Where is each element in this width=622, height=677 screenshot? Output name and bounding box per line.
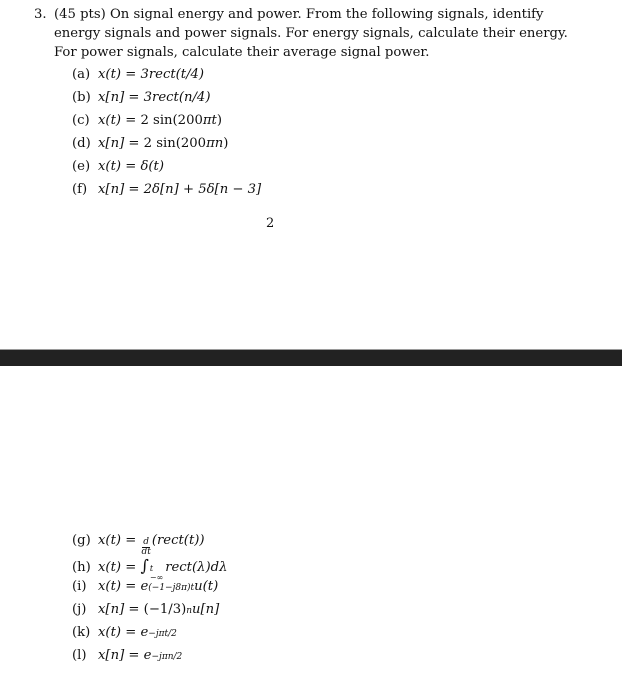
part-l: (l) x[n] = e −jπn/2 — [72, 648, 183, 663]
derivative-fraction: $\frac{d}{dt}$ — [141, 537, 151, 557]
integral-sign: ∫ — [140, 556, 149, 575]
part-k: (k) x(t) = e −jπt/2 — [72, 625, 177, 640]
page-divider — [0, 349, 622, 366]
part-d: (d) x[n] = 2 sin(200 πn ) — [72, 136, 229, 151]
part-c: (c) x(t) = 2 sin(200 πt ) — [72, 113, 222, 128]
part-h: (h) x(t) = ∫ t −∞ rect(λ)dλ — [72, 556, 228, 582]
part-b: (b) x[n] = 3rect(n/4) — [72, 90, 211, 105]
page-number: 2 — [266, 216, 275, 231]
part-i: (i) x(t) = e (−1−j8π)t u(t) — [72, 579, 219, 594]
part-e: (e) x(t) = δ(t) — [72, 159, 164, 174]
page-bottom — [0, 366, 622, 677]
problem-line-3: For power signals, calculate their average signal power. — [54, 45, 430, 60]
part-a: (a) x(t) = 3rect(t/4) — [72, 67, 205, 82]
problem-line-1: (45 pts) On signal energy and power. From the following signals, identify — [54, 7, 544, 22]
parts-list-top — [72, 67, 261, 205]
parts-list-bottom — [72, 533, 227, 671]
integral-limits: t −∞ — [149, 564, 164, 582]
part-f: (f) x[n] = 2δ[n] + 5δ[n − 3] — [72, 182, 262, 197]
problem-line-2: energy signals and power signals. For energy signals, calculate their energy. — [54, 26, 568, 41]
problem-statement — [34, 5, 568, 62]
part-g: (g) x(t) = $\frac{d}{dt}$ (rect(t)) — [72, 533, 205, 557]
part-j: (j) x[n] = (−1/3) n u[n] — [72, 602, 220, 617]
problem-number: 3. — [34, 7, 47, 22]
